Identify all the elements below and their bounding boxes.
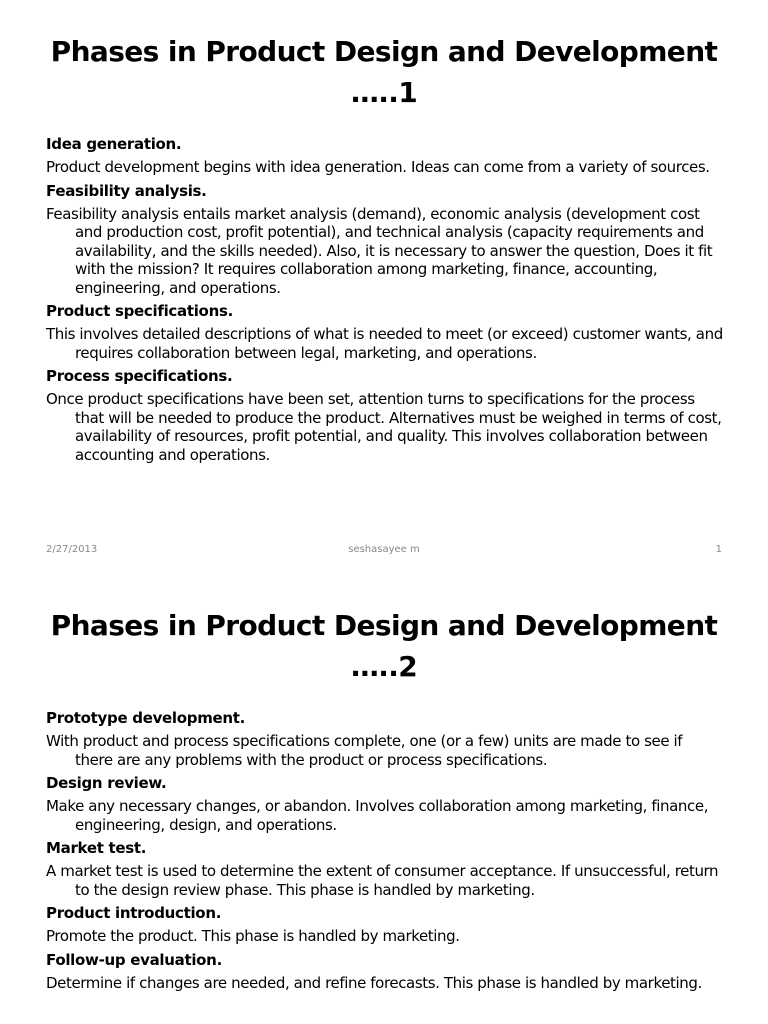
section-product-specifications	[46, 302, 724, 362]
slide-title-line-2: …..1	[350, 76, 418, 109]
section-idea-generation	[46, 135, 724, 177]
section-heading: Market test.	[46, 839, 147, 857]
section-feasibility-analysis	[46, 182, 724, 298]
section-text: Make any necessary changes, or abandon. Involves collaboration among marketing, finance, engineering, design, and operations.	[46, 797, 709, 834]
footer-page-number: 1	[715, 544, 722, 555]
section-heading: Feasibility analysis.	[46, 181, 207, 200]
section-prototype-development	[46, 709, 724, 769]
section-heading: Product specifications.	[46, 302, 233, 320]
slide-title	[0, 0, 768, 113]
section-text: This involves detailed descriptions of what is needed to meet (or exceed) customer wants, and requires collaboration between legal, marketing, and operations.	[46, 325, 723, 362]
footer-date: 2/27/2013	[46, 544, 98, 555]
section-text: Once product specifications have been set, attention turns to specifications for the process that will be needed to produce the product. Alternatives must be weighed in terms of cost, availability of resources, profit potential, and quality. This involves collaboration between accounting and operations.	[46, 390, 722, 464]
section-text: Promote the product. This phase is handled by marketing.	[46, 927, 460, 945]
section-text: Feasibility analysis entails market analysis (demand), economic analysis (development cost and production cost, profit potential), and technical analysis (capacity requirements and availability, and the skills needed). Also, it is necessary to answer the question, Does it fit with the mission? It requires collaboration among marketing, finance, accounting, engineering, and operations.	[46, 204, 713, 297]
slide-title	[0, 580, 768, 687]
slide-title-line-2: …..2	[350, 650, 418, 683]
section-text: Product development begins with idea generation. Ideas can come from a variety of sources.	[46, 158, 710, 176]
slide-footer	[46, 544, 722, 558]
section-heading: Prototype development.	[46, 709, 246, 727]
section-text: A market test is used to determine the extent of consumer acceptance. If unsuccessful, return to the design review phase. This phase is handled by marketing.	[46, 862, 719, 899]
section-text: Determine if changes are needed, and refine forecasts. This phase is handled by marketing.	[46, 973, 702, 992]
section-heading: Process specifications.	[46, 367, 233, 385]
slide-2	[0, 580, 768, 1024]
section-heading: Idea generation.	[46, 135, 182, 153]
slide-title-line-1: Phases in Product Design and Development	[50, 609, 718, 642]
section-heading: Product introduction.	[46, 904, 222, 922]
section-design-review	[46, 774, 724, 834]
section-heading: Follow-up evaluation.	[46, 950, 222, 969]
footer-author: seshasayee m	[348, 544, 420, 555]
section-heading: Design review.	[46, 774, 167, 792]
section-process-specifications	[46, 367, 724, 464]
slide-body	[0, 709, 768, 992]
section-market-test	[46, 839, 724, 899]
section-follow-up-evaluation	[46, 951, 724, 993]
section-product-introduction	[46, 904, 724, 946]
slide-body	[0, 135, 768, 464]
section-text: With product and process specifications complete, one (or a few) units are made to see if there are any problems with the product or process specifications.	[46, 732, 683, 769]
slide-title-line-1: Phases in Product Design and Development	[50, 35, 718, 68]
